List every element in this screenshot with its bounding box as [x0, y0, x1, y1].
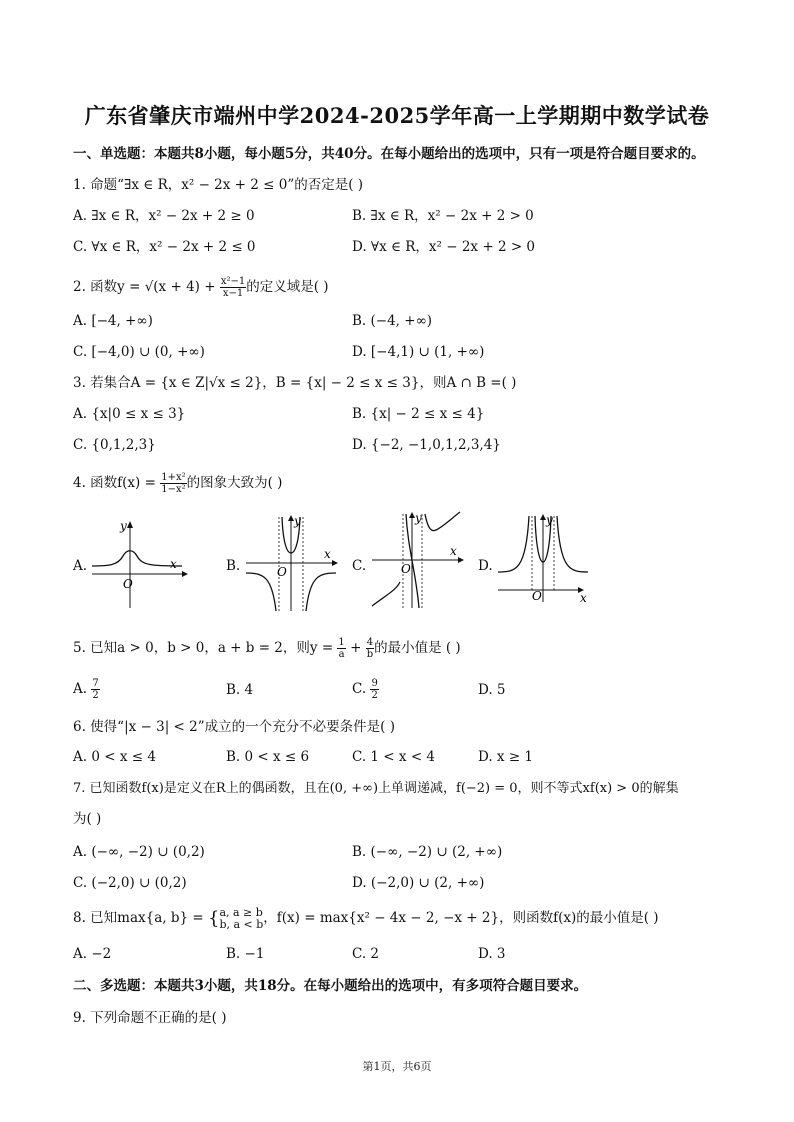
graph-c-y-label: y [415, 511, 422, 525]
graph-d-y-label: y [546, 513, 553, 527]
graph-a-origin: O [123, 577, 133, 591]
graph-d-curve-left [498, 516, 529, 572]
q3-option-d: D. {−2, −1,0,1,2,3,4} [352, 437, 501, 453]
q3-option-b: B. {x| − 2 ≤ x ≤ 4} [352, 406, 485, 422]
graph-c-origin: O [401, 562, 411, 576]
q2-stem-post: 的定义域是( ) [246, 279, 329, 295]
q8-case-1: a, a ≥ b [219, 905, 263, 919]
q5-a-fraction [91, 678, 99, 701]
page-footer: 第1页，共6页 [362, 1060, 432, 1073]
q8-option-d: D. 3 [478, 946, 506, 962]
graph-a-y-arrow-icon [127, 521, 133, 528]
q2-option-d: D. [−4,1) ∪ (1, +∞) [352, 344, 485, 360]
q4-label-a: A. [73, 558, 88, 574]
q5-stem-post: 的最小值是 ( ) [374, 640, 461, 656]
q4-label-d: D. [478, 558, 493, 574]
q4-label-b: B. [226, 558, 241, 574]
q4-fraction [160, 472, 186, 495]
q2-stem [73, 276, 329, 299]
q5-c-den: 2 [371, 690, 378, 701]
q2-frac-num: x²−1 [220, 276, 246, 287]
q6-option-d: D. x ≥ 1 [478, 749, 534, 765]
q2-stem-pre: 2. 函数y = √(x + 4) + [73, 279, 220, 295]
q7-stem-line-1: 7. 已知函数f(x)是定义在R上的偶函数，且在(0, +∞)上单调递减，f(−2) = 0，则不等式xf(x) > 0的解集 [73, 781, 679, 796]
q4-graph-b [244, 513, 340, 613]
q5-a-prefix: A. [73, 681, 92, 697]
q5-c-fraction [370, 678, 378, 701]
q4-frac-den: 1−x² [161, 484, 186, 495]
q2-frac-den: x−1 [222, 288, 244, 299]
q4-stem-post: 的图象大致为( ) [186, 475, 283, 491]
q4-stem [73, 472, 282, 495]
q5-c-num: 9 [371, 678, 378, 689]
graph-d-x-label: x [580, 591, 587, 604]
graph-b-origin: O [277, 565, 287, 579]
graph-c-curve-left [372, 582, 400, 606]
q6-option-c: C. 1 < x < 4 [352, 749, 436, 765]
q5-option-c [352, 678, 379, 701]
q8-option-b: B. −1 [226, 946, 265, 962]
graph-d-origin: O [532, 589, 542, 603]
q2-option-c: C. [−4,0) ∪ (0, +∞) [73, 344, 205, 360]
graph-a-y-label: y [120, 519, 127, 533]
q2-option-b: B. (−4, +∞) [352, 313, 433, 329]
q8-option-a: A. −2 [73, 946, 112, 962]
q4-graph-a [90, 518, 190, 610]
graph-b-y-label: y [294, 514, 301, 528]
q5-fraction-1 [337, 637, 345, 660]
q3-option-c: C. {0,1,2,3} [73, 437, 156, 453]
q5-plus: + [345, 640, 366, 656]
graph-a-x-arrow-icon [182, 571, 188, 577]
q7-option-d: D. (−2,0) ∪ (2, +∞) [352, 875, 485, 891]
graph-c-curve-right [425, 512, 460, 531]
q7-option-b: B. (−∞, −2) ∪ (2, +∞) [352, 844, 503, 860]
page-title: 广东省肇庆市端州中学2024-2025学年高一上学期期中数学试卷 [84, 103, 710, 128]
section-1-heading: 一、单选题：本题共8小题，每小题5分，共40分。在每小题给出的选项中，只有一项是符合题目要求的。 [73, 146, 705, 162]
q1-option-a: A. ∃x ∈ R，x² − 2x + 2 ≥ 0 [73, 208, 255, 224]
q2-option-a: A. [−4, +∞) [73, 313, 153, 329]
q9-stem: 9. 下列命题不正确的是( ) [73, 1010, 227, 1026]
q5-fraction-2 [366, 637, 374, 660]
q2-fraction [220, 276, 246, 299]
q1-stem: 1. 命题“∃x ∈ R，x² − 2x + 2 ≤ 0”的否定是( ) [73, 177, 364, 193]
q5-stem-pre: 5. 已知a > 0，b > 0，a + b = 2，则y = [73, 640, 338, 656]
q8-stem [73, 906, 659, 931]
graph-c-x-label: x [450, 544, 457, 558]
q4-graph-c [370, 510, 466, 610]
graph-d-curve-right [557, 516, 588, 572]
q1-option-b: B. ∃x ∈ R，x² − 2x + 2 > 0 [352, 208, 534, 224]
q6-option-a: A. 0 < x ≤ 4 [73, 749, 156, 765]
q6-stem: 6. 使得“|x − 3| < 2”成立的一个充分不必要条件是( ) [73, 719, 395, 735]
q5-option-b: B. 4 [226, 682, 254, 698]
q8-option-c: C. 2 [352, 946, 380, 962]
graph-b-curve-left [246, 573, 276, 611]
graph-b-curve-right [306, 573, 336, 611]
graph-a-curve [92, 551, 182, 566]
q1-option-c: C. ∀x ∈ R，x² − 2x + 2 ≤ 0 [73, 239, 256, 255]
q5-f2-den: b [366, 649, 374, 660]
q6-option-b: B. 0 < x ≤ 6 [226, 749, 310, 765]
graph-a-x-label: x [170, 557, 177, 571]
q5-a-num: 7 [92, 678, 99, 689]
q8-stem-pre: 8. 已知max{a, b} = [73, 910, 208, 926]
q4-frac-num: 1+x² [161, 472, 186, 483]
q7-option-c: C. (−2,0) ∪ (0,2) [73, 875, 187, 891]
q5-c-prefix: C. [352, 681, 371, 697]
q5-a-den: 2 [92, 690, 99, 701]
q5-option-d: D. 5 [478, 682, 506, 698]
graph-b-x-arrow-icon [332, 560, 338, 566]
q1-option-d: D. ∀x ∈ R，x² − 2x + 2 > 0 [352, 239, 536, 255]
q8-case-2: b, a < b [219, 917, 264, 931]
q8-brace: { [207, 907, 220, 929]
q8-cases [219, 907, 263, 931]
graph-b-x-label: x [324, 547, 331, 561]
q3-option-a: A. {x|0 ≤ x ≤ 3} [73, 406, 186, 422]
q7-stem-line-2: 为( ) [73, 811, 102, 827]
graph-c-x-arrow-icon [458, 557, 464, 563]
q5-f1-den: a [338, 649, 345, 660]
q4-label-c: C. [352, 558, 367, 574]
q4-stem-pre: 4. 函数f(x) = [73, 475, 161, 491]
q4-graph-d [496, 512, 592, 604]
q5-option-a [73, 678, 100, 701]
q7-option-a: A. (−∞, −2) ∪ (0,2) [73, 844, 205, 860]
section-2-heading: 二、多选题：本题共3小题，共18分。在每小题给出的选项中，有多项符合题目要求。 [73, 978, 588, 994]
q5-f2-num: 4 [366, 637, 374, 648]
q5-stem [73, 637, 461, 660]
q3-stem: 3. 若集合A = {x ∈ Z|√x ≤ 2}，B = {x| − 2 ≤ x ≤ 3}，则A ∩ B =( ) [73, 375, 517, 391]
q8-stem-post: ，f(x) = max{x² − 4x − 2, −x + 2}，则函数f(x)的最小值是( ) [263, 910, 659, 926]
q5-f1-num: 1 [338, 637, 345, 648]
